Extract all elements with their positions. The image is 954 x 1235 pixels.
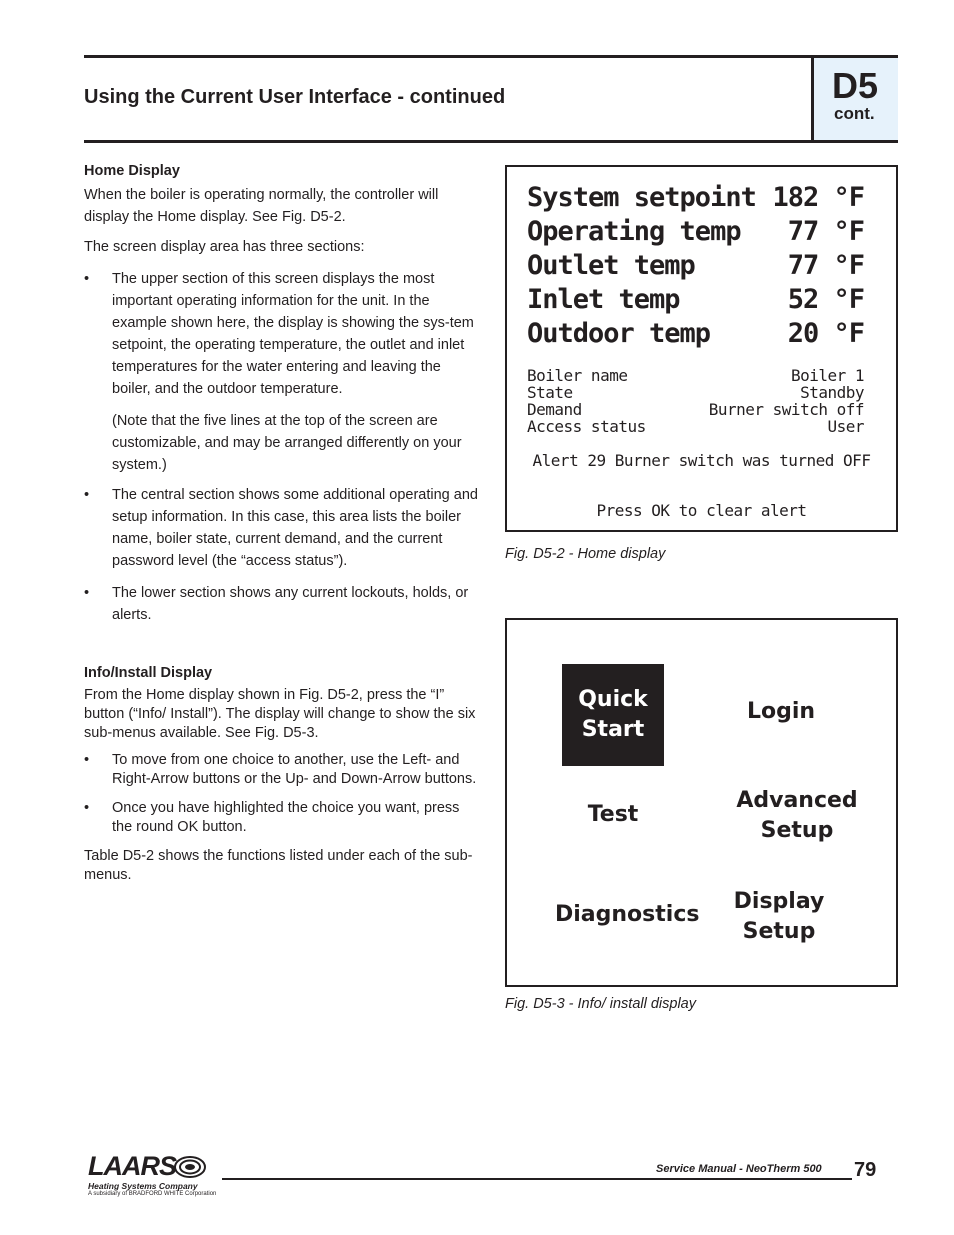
bullet-text: The upper section of this screen displays the most important operating information for the unit. In the example shown here, the display is showing the sys-tem setpoint, the operating temperature, the outlet and inlet temperatures for the water entering and leaving the boiler, and the outdoor temperature.	[112, 271, 474, 397]
info-install-heading: Info/Install Display	[84, 665, 213, 681]
bullet-dot: •	[84, 800, 90, 816]
info-install-intro: From the Home display shown in Fig. D5-2, press the “I” button (“Info/ Install”). The display will change to show the six sub-menus available. See Fig. D5-3.	[84, 687, 476, 741]
display-row-outlet-temp: Outlet temp 77 °F	[527, 250, 864, 281]
display-row-state: State Standby	[527, 383, 864, 402]
body-text-column	[84, 160, 478, 893]
home-display-sections: The screen display area has three sections:	[84, 239, 365, 255]
menu-login[interactable]: Login	[746, 699, 816, 724]
logo-tagline: Heating Systems Company	[88, 1181, 198, 1191]
home-display-screen	[505, 165, 898, 532]
bullet-text: Once you have highlighted the choice you want, press the round OK button.	[112, 800, 460, 835]
table-reference: Table D5-2 shows the functions listed under each of the sub-menus.	[84, 848, 473, 883]
section-continued: cont.	[834, 104, 875, 123]
bullet-text: The lower section shows any current lockouts, holds, or alerts.	[112, 585, 469, 623]
home-display-intro: When the boiler is operating normally, the controller will display the Home display. See Fig. D5-2.	[84, 187, 439, 225]
figure-caption-home: Fig. D5-2 - Home display	[505, 546, 666, 562]
display-row-operating-temp: Operating temp 77 °F	[527, 216, 864, 247]
page-number: 79	[854, 1159, 877, 1181]
logo-subsidiary: A subsidiary of BRADFORD WHITE Corporation	[88, 1191, 217, 1197]
menu-advanced-setup[interactable]: Advanced Setup	[736, 788, 858, 843]
alert-message: Alert 29 Burner switch was turned OFF	[532, 451, 871, 470]
page-title: Using the Current User Interface - continued	[84, 86, 506, 108]
info-install-screen	[505, 618, 898, 987]
display-row-system-setpoint: System setpoint 182 °F	[527, 182, 864, 213]
menu-display-setup[interactable]: Display Setup	[733, 889, 825, 944]
display-row-access-status: Access status User	[527, 417, 864, 436]
bullet-dot: •	[84, 585, 90, 601]
clear-alert-prompt: Press OK to clear alert	[596, 501, 807, 520]
home-display-heading: Home Display	[84, 163, 180, 179]
bullet-dot: •	[84, 752, 90, 768]
manual-title: Service Manual - NeoTherm 500	[656, 1163, 822, 1175]
bullet-dot: •	[84, 487, 90, 503]
bullet-dot: •	[84, 271, 90, 287]
customizable-note: (Note that the five lines at the top of the screen are customizable, and may be arranged differently on your system.)	[112, 413, 462, 473]
bullet-lower-section	[84, 582, 478, 626]
header-top-rule	[84, 55, 898, 58]
bullet-navigate	[84, 751, 478, 789]
menu-quick-start[interactable]: Quick Start	[562, 664, 664, 766]
bullet-select	[84, 799, 478, 837]
section-code: D5	[832, 65, 879, 106]
menu-diagnostics[interactable]: Diagnostics	[555, 902, 700, 927]
bullet-text: The central section shows some additional operating and setup information. In this case, this area lists the boiler name, boiler state, current demand, and the current password level (the “access status”).	[112, 487, 478, 569]
display-row-outdoor-temp: Outdoor temp 20 °F	[527, 318, 864, 349]
laars-swirl-icon	[174, 1155, 206, 1184]
display-row-demand: Demand Burner switch off	[527, 400, 864, 419]
bullet-central-section	[84, 484, 478, 572]
menu-test[interactable]: Test	[587, 802, 639, 827]
display-row-inlet-temp: Inlet temp 52 °F	[527, 284, 864, 315]
figure-caption-info: Fig. D5-3 - Info/ install display	[505, 996, 696, 1012]
header-bottom-rule	[84, 140, 898, 143]
laars-logo: LAARS	[88, 1151, 176, 1181]
bullet-text: To move from one choice to another, use the Left- and Right-Arrow buttons or the Up- and Down-Arrow buttons.	[112, 752, 477, 787]
footer-rule	[222, 1178, 852, 1180]
bullet-upper-section	[84, 268, 478, 400]
display-row-boiler-name: Boiler name Boiler 1	[527, 366, 864, 385]
